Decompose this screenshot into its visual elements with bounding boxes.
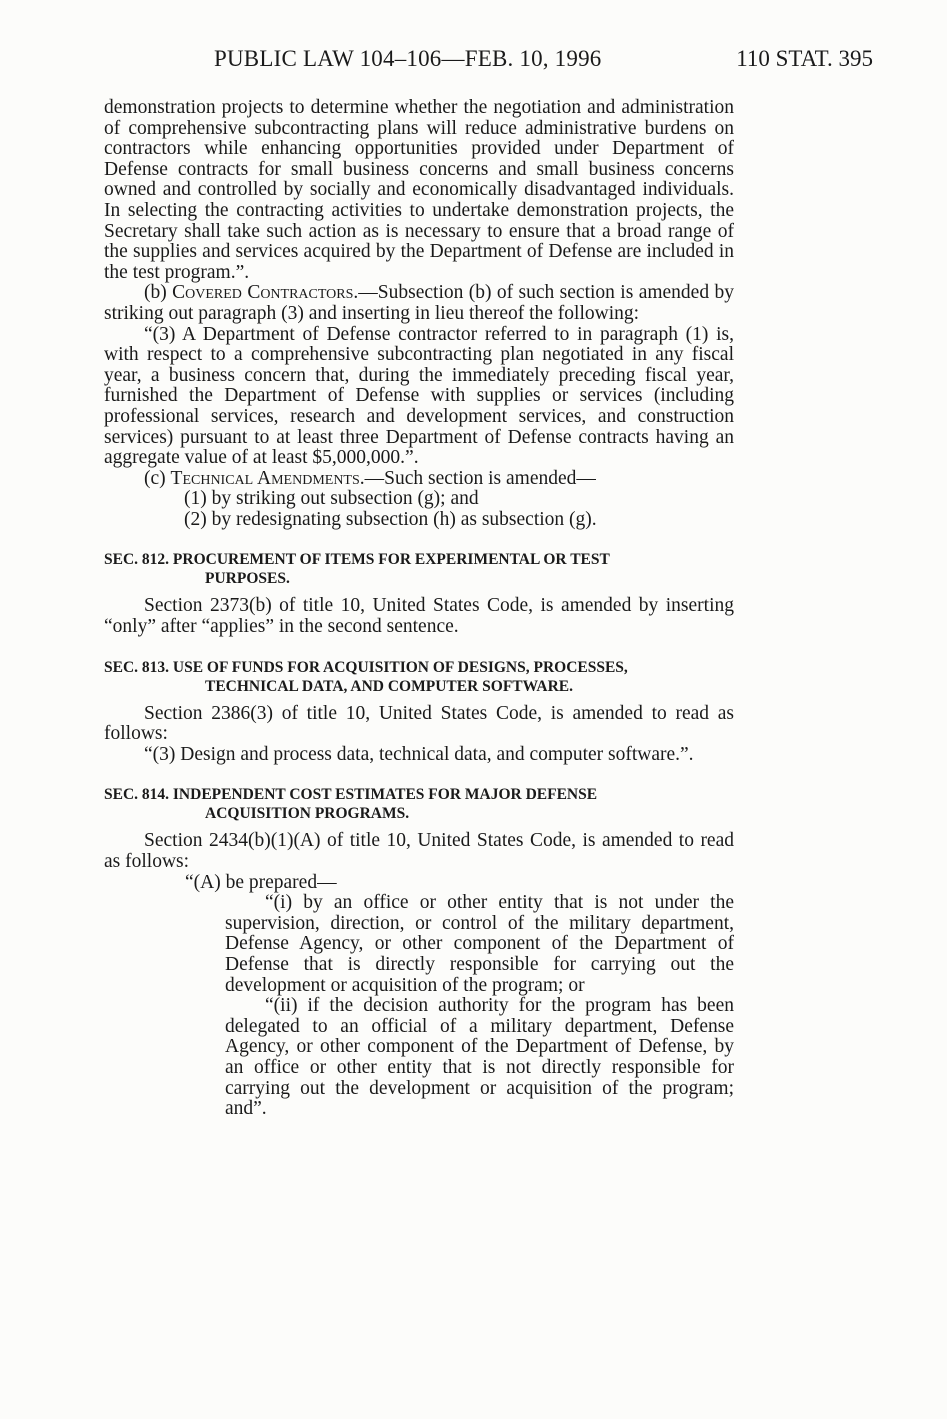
section-812-heading-line2: PURPOSES.: [205, 570, 290, 588]
section-814-text: Section 2434(b)(1)(A) of title 10, United States Code, is amended to read as follows:: [104, 830, 734, 873]
subsection-c-text: .—Such section is amended—: [359, 467, 596, 489]
subsection-c-item-2: (2) by redesignating subsection (h) as subsection (g).: [184, 508, 597, 530]
section-814-heading-line2: ACQUISITION PROGRAMS.: [205, 805, 410, 823]
subsection-b-label: (b): [144, 282, 173, 304]
subsection-b-text: .—Subsection (b) of such section is amended by striking out paragraph (3) and inserting in lieu thereof the following:: [104, 282, 734, 324]
section-812-text: Section 2373(b) of title 10, United States Code, is amended by inserting “only” after “applies” in the second sentence.: [104, 595, 734, 638]
section-813-text: Section 2386(3) of title 10, United States Code, is amended to read as follows:: [104, 702, 734, 745]
subsection-b: [104, 283, 734, 324]
subsection-c-heading: Technical Amendments: [170, 467, 360, 489]
section-814-quote-a: “(A) be prepared—: [185, 871, 337, 893]
subsection-c-item-1: (1) by striking out subsection (g); and: [184, 488, 479, 510]
section-813-heading-line1: SEC. 813. USE OF FUNDS FOR ACQUISITION OF DESIGNS, PROCESSES,: [104, 658, 628, 676]
section-814-quote-i: “(i) by an office or other entity that is not under the supervision, direction, or control of the military department, Defense Agency, or other component of the Department of Defense that is directly responsible for carrying out the development or acquisition of the program; or: [225, 892, 734, 996]
quoted-paragraph-3: “(3) A Department of Defense contractor referred to in paragraph (1) is, with respect to a comprehensive subcontracting plan negotiated in any fiscal year, a business concern that, during the immediately preceding fiscal year, furnished the Department of Defense with supplies or services (including professional services, research and development services, and construction services) pursuant to at least three Department of Defense contracts having an aggregate value of at least $5,000,000.”.: [104, 323, 734, 469]
section-813-heading-line2: TECHNICAL DATA, AND COMPUTER SOFTWARE.: [205, 677, 574, 695]
subsection-c: [104, 469, 734, 490]
section-812-heading: [104, 550, 734, 588]
section-814-quote-ii: “(ii) if the decision authority for the program has been delegated to an official of a military department, Defense Agency, or other component of the Department of Defense, by an office or other entity that is not directly responsible for carrying out the development or acquisition of the program; and”.: [225, 995, 734, 1120]
subsection-c-label: (c): [144, 467, 171, 489]
intro-paragraph: demonstration projects to determine whether the negotiation and administration of comprehensive subcontracting plans will reduce administrative burdens on contractors while enhancing opportunities provided under Department of Defense contracts for small business concerns and small business concerns owned and controlled by socially and economically disadvantaged individuals. In selecting the contracting activities to undertake demonstration projects, the Secretary shall take such action as is necessary to ensure that a broad range of the supplies and services acquired by the Department of Defense are included in the test program.”.: [104, 97, 734, 283]
section-814-heading: [104, 785, 734, 823]
section-814-quote-block: [104, 893, 734, 1120]
section-814-heading-line1: SEC. 814. INDEPENDENT COST ESTIMATES FOR MAJOR DEFENSE: [104, 786, 598, 804]
section-812-heading-line1: SEC. 812. PROCUREMENT OF ITEMS FOR EXPERIMENTAL OR TEST: [104, 551, 610, 569]
section-813-heading: [104, 658, 734, 696]
statute-page-reference: 110 STAT. 395: [736, 46, 873, 71]
subsection-b-heading: Covered Contractors: [172, 282, 354, 304]
section-813-quote-text: “(3) Design and process data, technical data, and computer software.”.: [144, 743, 694, 765]
document-body: [104, 98, 734, 1120]
running-head: PUBLIC LAW 104–106—FEB. 10, 1996: [214, 46, 602, 71]
page-header: [0, 46, 947, 80]
section-813-quote: [104, 745, 734, 766]
